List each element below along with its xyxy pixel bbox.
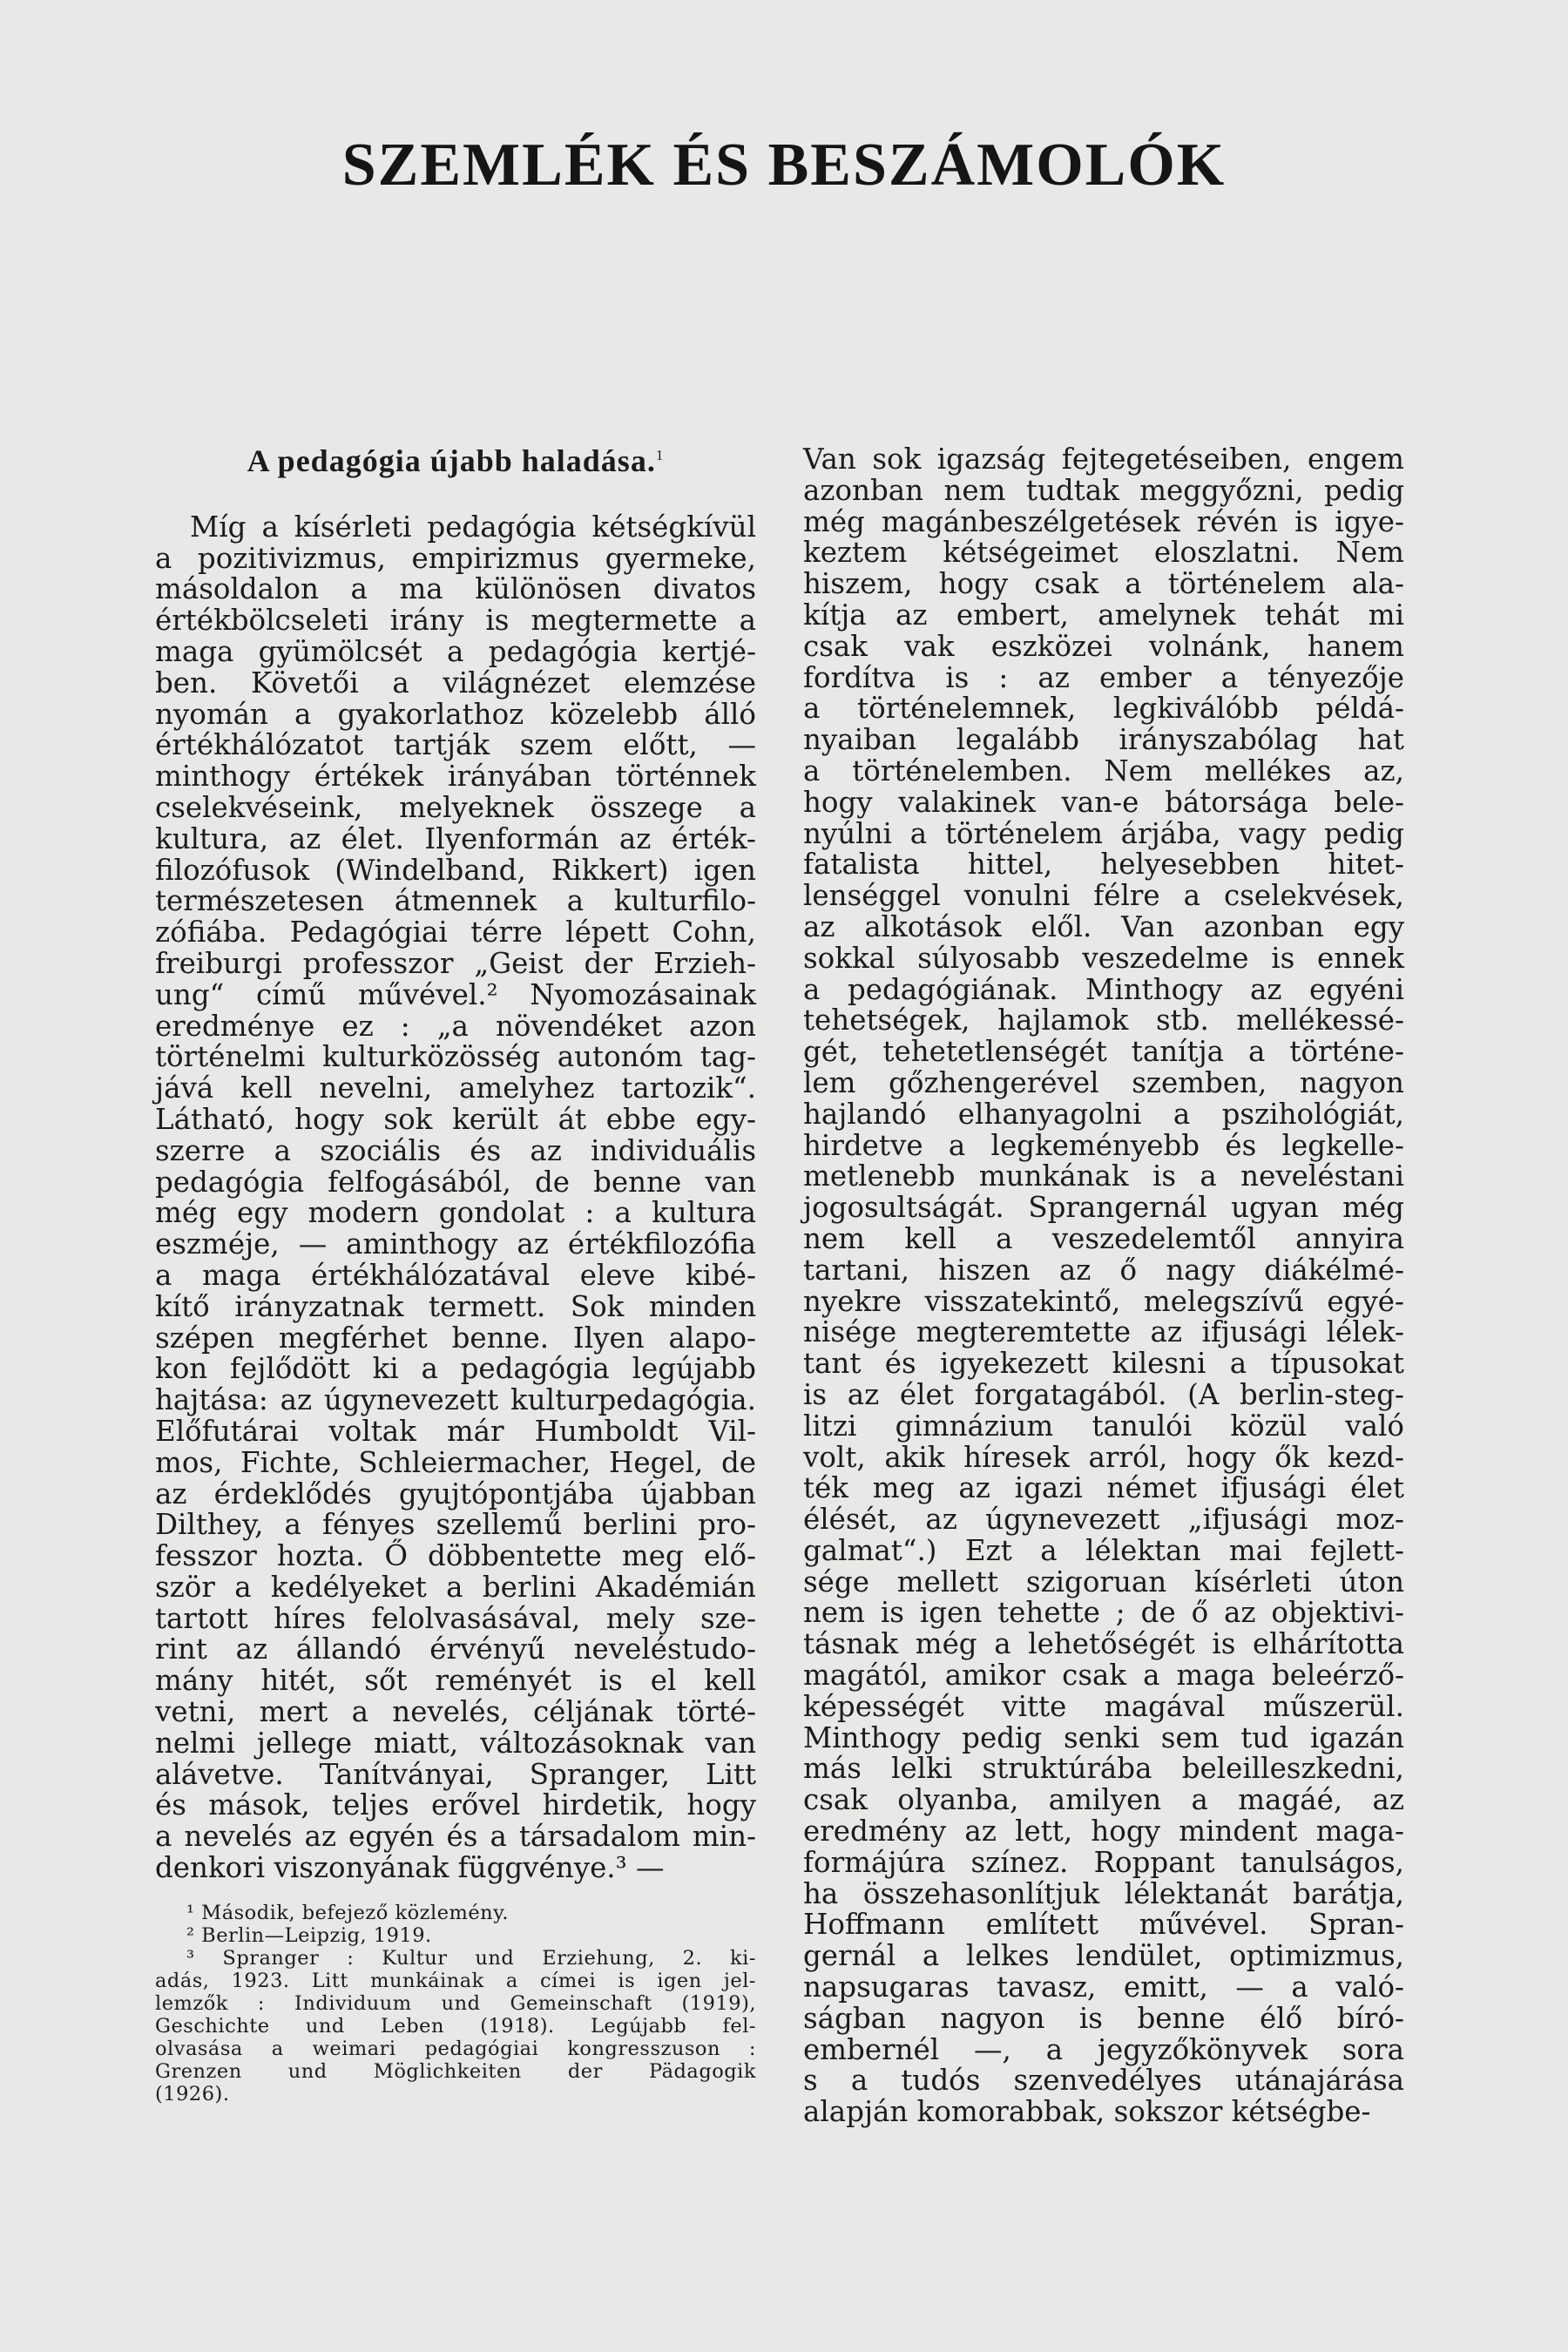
- text-line: alapján komorabbak, sokszor kétségbe-: [803, 2095, 1371, 2129]
- text-line: Előfutárai voltak már Humboldt Vil-: [155, 1414, 756, 1448]
- text-line: a történelemnek, legkiválóbb példá-: [803, 692, 1404, 726]
- footnote-line: (1926).: [155, 2082, 230, 2105]
- text-line: fesszor hozta. Ő döbbentette meg elő-: [155, 1539, 756, 1573]
- left-body: [155, 512, 756, 1884]
- text-line: jává kell nevelni, amelyhez tartozik“.: [155, 1071, 756, 1105]
- text-line: képességét vitte magával műszerül.: [803, 1689, 1404, 1723]
- text-line: Minthogy pedig senki sem tud igazán: [803, 1720, 1404, 1754]
- footnote-line: Geschichte und Leben (1918). Legújabb fel-: [155, 2014, 756, 2038]
- text-line: hirdetve a legkeményebb és legkelle-: [803, 1128, 1404, 1162]
- text-line: eredménye ez : „a növendéket azon: [155, 1009, 756, 1043]
- text-line: nyekre visszatekintő, melegszívű egyé-: [803, 1284, 1404, 1318]
- text-line: másoldalon a ma különösen divatos: [155, 572, 756, 606]
- text-line: nem kell a veszedelemtől annyira: [803, 1221, 1404, 1255]
- right-column: [803, 444, 1404, 2128]
- text-line: kon fejlődött ki a pedagógia legújabb: [155, 1352, 756, 1386]
- text-line: zófiába. Pedagógiai térre lépett Cohn,: [155, 916, 756, 950]
- text-line: nyúlni a történelem árjába, vagy pedig: [803, 816, 1404, 850]
- text-line: jogosultságát. Sprangernál ugyan még: [803, 1191, 1404, 1225]
- text-line: még magánbeszélgetések révén is igye-: [803, 504, 1404, 538]
- text-line: napsugaras tavasz, emitt, — a való-: [803, 1970, 1404, 2004]
- text-line: litzi gimnázium tanulói közül való: [803, 1409, 1404, 1443]
- text-line: pedagógia felfogásából, de benne van: [155, 1165, 756, 1199]
- text-line: ben. Követői a világnézet elemzése: [155, 666, 756, 700]
- page-heading: SZEMLÉK ÉS BESZÁMOLÓK: [341, 132, 1227, 199]
- text-line: gernál a lelkes lendület, optimizmus,: [803, 1939, 1404, 1973]
- text-line: kítja az embert, amelynek tehát mi: [803, 598, 1404, 632]
- text-line: filozófusok (Windelband, Rikkert) igen: [155, 853, 756, 887]
- text-line: fordítva is : az ember a tényezője: [803, 660, 1404, 694]
- text-line: csak vak eszközei volnánk, hanem: [803, 629, 1404, 663]
- text-line: a maga értékhálózatával eleve kibé-: [155, 1258, 756, 1292]
- footnote-3: [155, 1947, 756, 2105]
- text-line: mány hitét, sőt reményét is el kell: [155, 1664, 756, 1698]
- text-line: csak olyanba, amilyen a magáé, az: [803, 1783, 1404, 1817]
- text-line: hajlandó elhanyagolni a pszihológiát,: [803, 1097, 1404, 1131]
- text-line: fatalista hittel, helyesebben hitet-: [803, 848, 1404, 882]
- article-title: [155, 444, 756, 477]
- text-line: mos, Fichte, Schleiermacher, Hegel, de: [155, 1445, 756, 1479]
- text-line: természetesen átmennek a kulturfilo-: [155, 884, 756, 918]
- text-line: és mások, teljes erővel hirdetik, hogy: [155, 1788, 756, 1822]
- text-line: a történelemben. Nem mellékes az,: [803, 754, 1404, 787]
- text-line: Van sok igazság fejtegetéseiben, engem: [803, 443, 1404, 476]
- text-line: nisége megteremtette az ifjusági lélek-: [803, 1315, 1404, 1349]
- text-line: a pedagógiának. Minthogy az egyéni: [803, 972, 1404, 1006]
- text-line: kítő irányzatnak termett. Sok minden: [155, 1289, 756, 1323]
- text-line: Míg a kísérleti pedagógia kétségkívül: [190, 510, 756, 544]
- article-title-footnote-ref: 1: [655, 447, 665, 463]
- text-line: hiszem, hogy csak a történelem ala-: [803, 567, 1404, 601]
- article-title-text: A pedagógia újabb haladása.: [247, 443, 656, 478]
- text-line: az érdeklődés gyujtópontjába újabban: [155, 1477, 756, 1511]
- text-line: volt, akik híresek arról, hogy ők kezd-: [803, 1440, 1404, 1474]
- text-line: is az élet forgatagából. (A berlin-steg-: [803, 1377, 1404, 1411]
- text-line: tásnak még a lehetőségét is elhárította: [803, 1627, 1404, 1661]
- text-line: ték meg az igazi német ifjusági élet: [803, 1471, 1404, 1505]
- text-line: történelmi kulturközösség autonóm tag-: [155, 1040, 756, 1074]
- text-line: ung“ című művével.² Nyomozásainak: [155, 977, 756, 1011]
- text-line: azonban nem tudtak meggyőzni, pedig: [803, 473, 1404, 507]
- footnotes: [155, 1902, 756, 2105]
- text-line: az alkotások elől. Van azonban egy: [803, 909, 1404, 943]
- text-line: nem is igen tehette ; de ő az objektivi-: [803, 1596, 1404, 1630]
- text-line: lem gőzhengerével szemben, nagyon: [803, 1065, 1404, 1099]
- text-line: metlenebb munkának is a neveléstani: [803, 1159, 1404, 1193]
- text-line: tant és igyekezett kilesni a típusokat: [803, 1347, 1404, 1381]
- text-line: értékbölcseleti irány is megtermette a: [155, 604, 756, 638]
- text-line: eszméje, — aminthogy az értékfilozófia: [155, 1227, 756, 1261]
- text-line: lenséggel vonulni félre a cselekvések,: [803, 879, 1404, 913]
- footnote-line: ³ Spranger : Kultur und Erziehung, 2. ki-: [186, 1946, 756, 1970]
- text-line: élését, az úgynevezett „ifjusági moz-: [803, 1503, 1404, 1537]
- footnote-line: adás, 1923. Litt munkáinak a címei is igen jel-: [155, 1969, 756, 1992]
- left-column: [155, 444, 756, 2105]
- text-line: maga gyümölcsét a pedagógia kertjé-: [155, 634, 756, 668]
- text-line: ságban nagyon is benne élő bíró-: [803, 2001, 1404, 2035]
- text-line: s a tudós szenvedélyes utánajárása: [803, 2064, 1404, 2098]
- footnote-2: [155, 1924, 756, 1947]
- text-line: a pozitivizmus, empirizmus gyermeke,: [155, 541, 756, 575]
- text-line: hajtása: az úgynevezett kulturpedagógia.: [155, 1383, 756, 1417]
- text-line: sokkal súlyosabb veszedelme is ennek: [803, 941, 1404, 975]
- text-line: freiburgi professzor „Geist der Erzieh-: [155, 946, 756, 980]
- footnote-line: ¹ Második, befejező közlemény.: [186, 1901, 510, 1924]
- text-line: Dilthey, a fényes szellemű berlini pro-: [155, 1508, 756, 1542]
- text-line: hogy valakinek van-e bátorsága bele-: [803, 785, 1404, 819]
- text-line: tehetségek, hajlamok stb. mellékessé-: [803, 1004, 1404, 1037]
- text-line: formájúra színez. Roppant tanulságos,: [803, 1845, 1404, 1879]
- text-line: ha összehasonlítjuk lélektanát barátja,: [803, 1876, 1404, 1910]
- text-line: értékhálózatot tartják szem előtt, —: [155, 728, 756, 762]
- text-line: keztem kétségeimet eloszlatni. Nem: [803, 536, 1404, 570]
- text-line: cselekvéseink, melyeknek összege a: [155, 790, 756, 824]
- text-line: eredmény az lett, hogy mindent maga-: [803, 1815, 1404, 1848]
- text-line: tartott híres felolvasásával, mely sze-: [155, 1601, 756, 1635]
- text-line: a nevelés az egyén és a társadalom min-: [155, 1820, 756, 1854]
- footnote-line: ² Berlin—Leipzig, 1919.: [186, 1923, 432, 1947]
- footnote-1: [155, 1902, 756, 1924]
- text-line: alávetve. Tanítványai, Spranger, Litt: [155, 1757, 756, 1791]
- text-line: Hoffmann említett művével. Spran-: [803, 1908, 1404, 1942]
- text-line: minthogy értékek irányában történnek: [155, 760, 756, 794]
- text-line: denkori viszonyának függvénye.³ —: [155, 1851, 665, 1885]
- footnote-line: lemzők : Individuum und Gemeinschaft (1919),: [155, 1991, 756, 2015]
- text-line: galmat“.) Ezt a lélektan mai fejlett-: [803, 1533, 1404, 1567]
- footnote-line: olvasása a weimari pedagógiai kongresszuson :: [155, 2037, 756, 2060]
- text-line: gét, tehetetlenségét tanítja a történe-: [803, 1035, 1404, 1069]
- text-line: rint az állandó érvényű neveléstudo-: [155, 1632, 756, 1666]
- text-line: nyomán a gyakorlathoz közelebb álló: [155, 697, 756, 731]
- text-line: vetni, mert a nevelés, céljának törté-: [155, 1695, 756, 1729]
- text-line: szépen megférhet benne. Ilyen alapo-: [155, 1321, 756, 1355]
- footnote-line: Grenzen und Möglichkeiten der Pädagogik: [155, 2059, 756, 2083]
- text-line: ször a kedélyeket a berlini Akadémián: [155, 1570, 756, 1604]
- text-line: embernél —, a jegyzőkönyvek sora: [803, 2032, 1404, 2066]
- text-line: szerre a szociális és az individuális: [155, 1133, 756, 1167]
- text-line: kultura, az élet. Ilyenformán az érték-: [155, 821, 756, 855]
- text-line: nyaiban legalább irányszabólag hat: [803, 723, 1404, 757]
- right-body: [803, 444, 1404, 2128]
- text-line: más lelki struktúrába beleilleszkedni,: [803, 1752, 1404, 1786]
- text-line: magától, amikor csak a maga beleérző-: [803, 1659, 1404, 1693]
- text-line: tartani, hiszen az ő nagy diákélmé-: [803, 1253, 1404, 1287]
- text-line: még egy modern gondolat : a kultura: [155, 1196, 756, 1230]
- text-line: sége mellett szigoruan kísérleti úton: [803, 1565, 1404, 1598]
- text-line: Látható, hogy sok került át ebbe egy-: [155, 1102, 756, 1136]
- text-line: nelmi jellege miatt, változásoknak van: [155, 1726, 756, 1760]
